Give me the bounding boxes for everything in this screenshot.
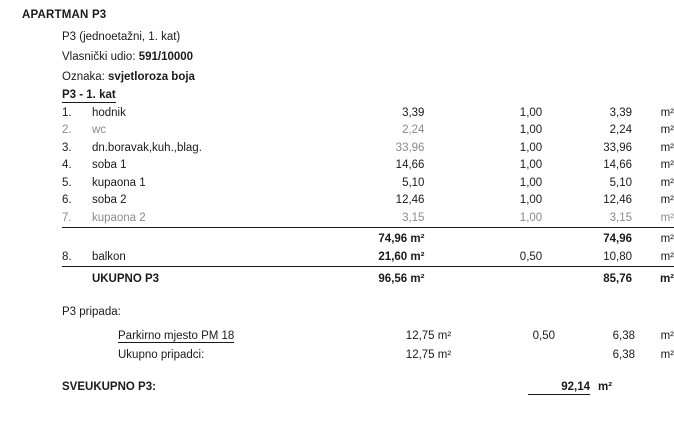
rooms-table xyxy=(62,104,674,288)
row-number: 1. xyxy=(62,106,72,119)
floor-header: P3 - 1. kat xyxy=(62,89,116,101)
row-coefficient: 1,00 xyxy=(519,159,543,172)
grand-total-area-unit: m² xyxy=(410,272,425,285)
row-name: kupaona 2 xyxy=(91,211,146,224)
extras-table xyxy=(62,326,674,364)
unit-description xyxy=(62,31,180,43)
table-row xyxy=(62,174,674,192)
extra-area-unit: m² xyxy=(437,329,452,342)
subtotal-area-unit: m² xyxy=(410,233,425,245)
row-total: 14,66 xyxy=(603,159,633,172)
row-unit: m² xyxy=(660,176,674,189)
extra-total: 6,38 xyxy=(612,329,636,342)
row-area: 5,10 xyxy=(402,176,425,189)
marking-value: svjetloroza boja xyxy=(108,71,195,83)
subtotal-unit: m² xyxy=(632,227,674,249)
row-coefficient: 1,00 xyxy=(519,194,543,207)
row-coefficient: 1,00 xyxy=(519,141,543,154)
row-area: 3,15 xyxy=(402,211,425,224)
extra-unit: m² xyxy=(660,329,674,342)
row-total: 3,39 xyxy=(609,106,633,119)
table-row xyxy=(62,122,674,140)
balcony-area: 21,60 m² xyxy=(378,251,425,264)
row-area: 33,96 xyxy=(395,141,425,154)
grand-total-row xyxy=(62,267,674,289)
extras-sum-area-unit: m² xyxy=(437,348,452,361)
row-unit: m² xyxy=(660,159,674,172)
row-total: 33,96 xyxy=(603,141,633,154)
unit-description-text: P3 (jednoetažni, 1. kat) xyxy=(62,31,181,43)
row-unit: m² xyxy=(660,106,674,119)
row-coefficient: 1,00 xyxy=(519,106,543,119)
row-name: soba 2 xyxy=(91,194,127,207)
extras-sum-label: Ukupno pripadci: xyxy=(118,348,205,361)
row-name: hodnik xyxy=(91,106,126,119)
row-area: 2,24 xyxy=(402,124,425,137)
row-number: 3. xyxy=(62,141,72,154)
subtotal-area: 74,96 m² xyxy=(317,227,425,249)
final-total-label: SVEUKUPNO P3: xyxy=(62,381,156,393)
grand-total-spacer xyxy=(62,267,92,289)
row-number: 4. xyxy=(62,159,72,172)
grand-total-total: 85,76 xyxy=(542,267,632,289)
row-area: 12,46 xyxy=(395,194,425,207)
extra-area: 12,75 m² xyxy=(405,329,452,342)
grand-total-area: 96,56 m² xyxy=(317,267,425,289)
row-total: 3,15 xyxy=(609,211,633,224)
ownership-share xyxy=(62,51,193,63)
row-unit: m² xyxy=(660,141,674,154)
balcony-row xyxy=(62,249,674,267)
grand-total-unit: m² xyxy=(632,267,674,289)
row-name: dn.boravak,kuh.,blag. xyxy=(91,141,202,154)
row-number: 2. xyxy=(62,124,72,137)
balcony-number: 8. xyxy=(62,251,72,264)
table-row xyxy=(62,326,674,345)
balcony-area-unit: m² xyxy=(410,251,425,264)
final-total-unit: m² xyxy=(598,381,613,393)
row-coefficient: 1,00 xyxy=(519,176,543,189)
row-unit: m² xyxy=(660,124,674,137)
extras-sum-unit: m² xyxy=(660,348,674,361)
row-area: 14,66 xyxy=(395,159,425,172)
page-title: APARTMAN P3 xyxy=(22,9,107,21)
extras-sum-area: 12,75 m² xyxy=(405,348,452,361)
marking-label: Oznaka: xyxy=(62,71,105,83)
subtotal-number xyxy=(62,227,92,249)
balcony-coefficient: 0,50 xyxy=(519,251,543,264)
table-row xyxy=(62,157,674,175)
extras-sum-coefficient xyxy=(451,345,555,364)
table-row xyxy=(62,345,674,364)
row-area: 3,39 xyxy=(402,106,425,119)
row-coefficient: 1,00 xyxy=(519,211,543,224)
row-total: 12,46 xyxy=(603,194,633,207)
grand-total-label: UKUPNO P3 xyxy=(92,267,317,289)
row-number: 5. xyxy=(62,176,72,189)
marking xyxy=(62,71,195,83)
row-number: 7. xyxy=(62,211,72,224)
row-unit: m² xyxy=(660,194,674,207)
table-row xyxy=(62,209,674,227)
balcony-unit: m² xyxy=(660,251,674,264)
subtotal-coefficient xyxy=(424,227,542,249)
extra-name: Parkirno mjesto PM 18 xyxy=(118,329,235,342)
row-total: 2,24 xyxy=(609,124,633,137)
balcony-total: 10,80 xyxy=(603,251,633,264)
subtotal-label xyxy=(92,227,317,249)
extras-sum-total: 6,38 xyxy=(612,348,636,361)
final-total-value: 92,14 xyxy=(528,381,590,395)
row-number: 6. xyxy=(62,194,72,207)
row-name: wc xyxy=(91,124,106,137)
subtotal-total: 74,96 xyxy=(542,227,632,249)
grand-total-coefficient xyxy=(424,267,542,289)
table-row xyxy=(62,192,674,210)
row-name: soba 1 xyxy=(91,159,127,172)
extra-coefficient: 0,50 xyxy=(532,329,556,342)
row-name: kupaona 1 xyxy=(91,176,146,189)
belongs-label: P3 pripada: xyxy=(62,306,121,318)
ownership-share-label: Vlasnički udio: xyxy=(62,51,136,63)
subtotal-row xyxy=(62,227,674,249)
row-coefficient: 1,00 xyxy=(519,124,543,137)
balcony-name: balkon xyxy=(91,251,126,264)
table-row xyxy=(62,104,674,122)
table-row xyxy=(62,139,674,157)
row-total: 5,10 xyxy=(609,176,633,189)
row-unit: m² xyxy=(660,211,674,224)
ownership-share-value: 591/10000 xyxy=(138,51,194,63)
